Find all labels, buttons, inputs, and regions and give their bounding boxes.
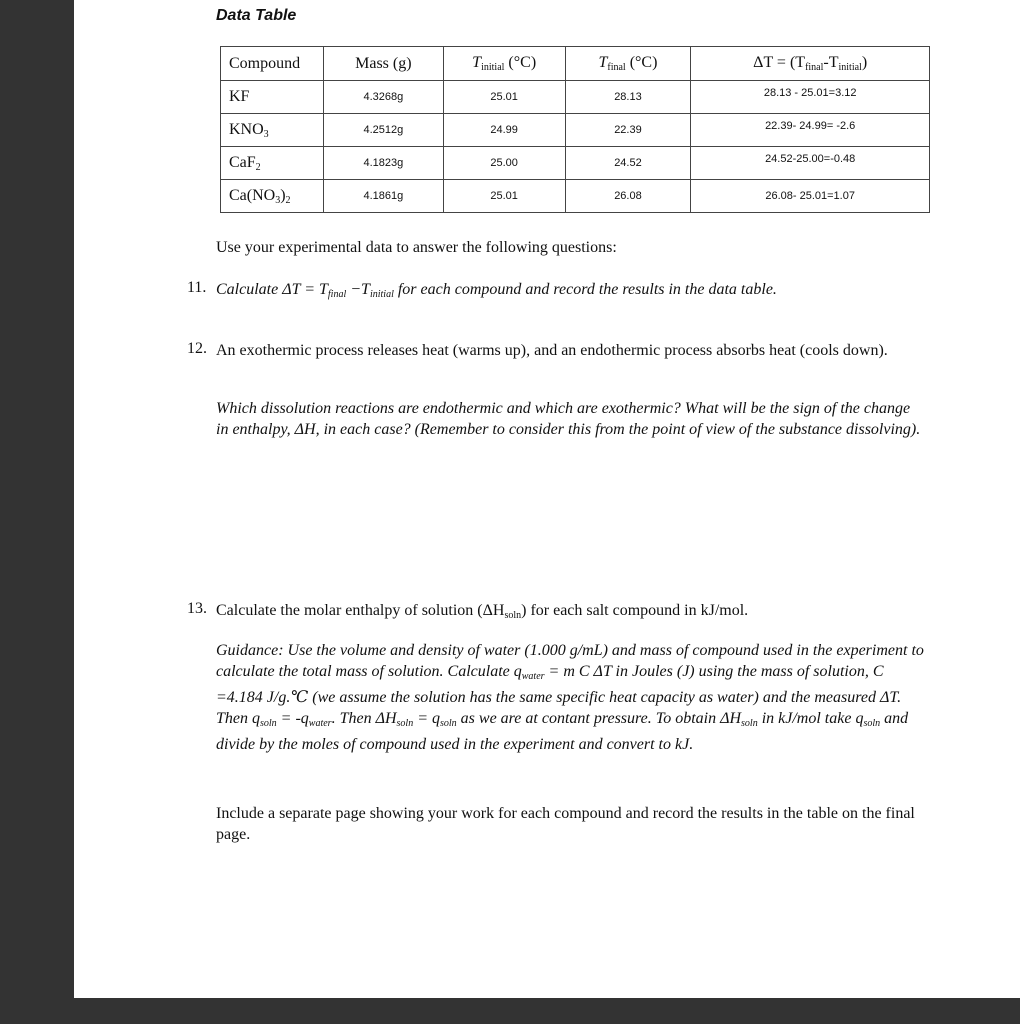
question-11-number: 11. [187,279,207,296]
t-final-cell: 26.08 [565,180,691,213]
delta-t-cell: 28.13 - 25.01=3.12 [691,81,930,114]
table-row [221,147,930,180]
t-final-cell: 24.52 [565,147,691,180]
instructions-intro: Use your experimental data to answer the following questions: [216,239,617,256]
data-table [220,46,930,213]
mass-cell: 4.3268g [323,81,443,114]
table-row [221,114,930,147]
compound-cell: $KNO_3$ [221,114,324,147]
t-initial-cell: 24.99 [443,114,565,147]
table-row [221,81,930,114]
question-11-text: Calculate $\Delta T = T_{final} -T_{initial}$ for each compound and record the results in the data table. [216,281,777,300]
t-final-cell: 28.13 [565,81,691,114]
t-initial-cell: 25.00 [443,147,565,180]
delta-t-cell: 22.39- 24.99= -2.6 [691,114,930,147]
data-table-heading: Data Table [216,7,297,24]
question-13-text: Calculate the molar enthalpy of solution $(\Delta H_{soln})$ for each salt compound in kJ/mol. [216,602,749,621]
header-t-final: $T_{final}$ (°C) [565,47,691,81]
delta-t-cell: 24.52-25.00=-0.48 [691,147,930,180]
mass-cell: 4.1823g [323,147,443,180]
question-13-number: 13. [187,600,207,617]
question-12-text: An exothermic process releases heat (warms up), and an endothermic process absorbs heat (cools down). [216,342,888,359]
t-final-cell: 22.39 [565,114,691,147]
header-compound: Compound [221,47,324,81]
question-12-prompt: Which dissolution reactions are endothermic and which are exothermic? What will be the sign of the change in enthalpy, ΔH, in each case? (Remember to consider this from the point of view of the substance dissolving). [216,400,921,438]
header-mass: Mass (g) [323,47,443,81]
compound-cell: CaF$_2$ [221,147,324,180]
compound-cell: $Ca(NO_3)_2$ [221,180,324,213]
table-row [221,180,930,213]
t-initial-cell: 25.01 [443,81,565,114]
header-t-initial: $T_{initial}$ (°C) [443,47,565,81]
header-delta-t: $\Delta T = (T_{final}-T_{initial})$ [691,47,930,81]
question-13-guidance: Guidance: Use the volume and density of water (1.000 g/mL) and mass of compound used in the experiment to calculate the total mass of solution. Calculate $q_{water} = m$ C ΔT in Joules (J) using the mass of solution, C =4.184 J/g.℃ (we assume the solution has the same specific heat capacity as water) and the measured ΔT. Then $q_{soln} = -q_{water}$. Then $\Delta H_{soln} = q_{soln}$ as we are at contant pressure. To obtain $\Delta H_{soln}$ in kJ/mol take $q_{soln}$ and divide by the moles of compound used in the experiment and convert to kJ. [216,642,924,753]
mass-cell: 4.2512g [323,114,443,147]
question-13-include-note: Include a separate page showing your work for each compound and record the results in the table on the final page. [216,805,915,843]
mass-cell: 4.1861g [323,180,443,213]
t-initial-cell: 25.01 [443,180,565,213]
compound-cell: KF [221,81,324,114]
table-header-row [221,47,930,81]
delta-t-cell: 26.08- 25.01=1.07 [691,180,930,213]
question-12-number: 12. [187,340,207,357]
